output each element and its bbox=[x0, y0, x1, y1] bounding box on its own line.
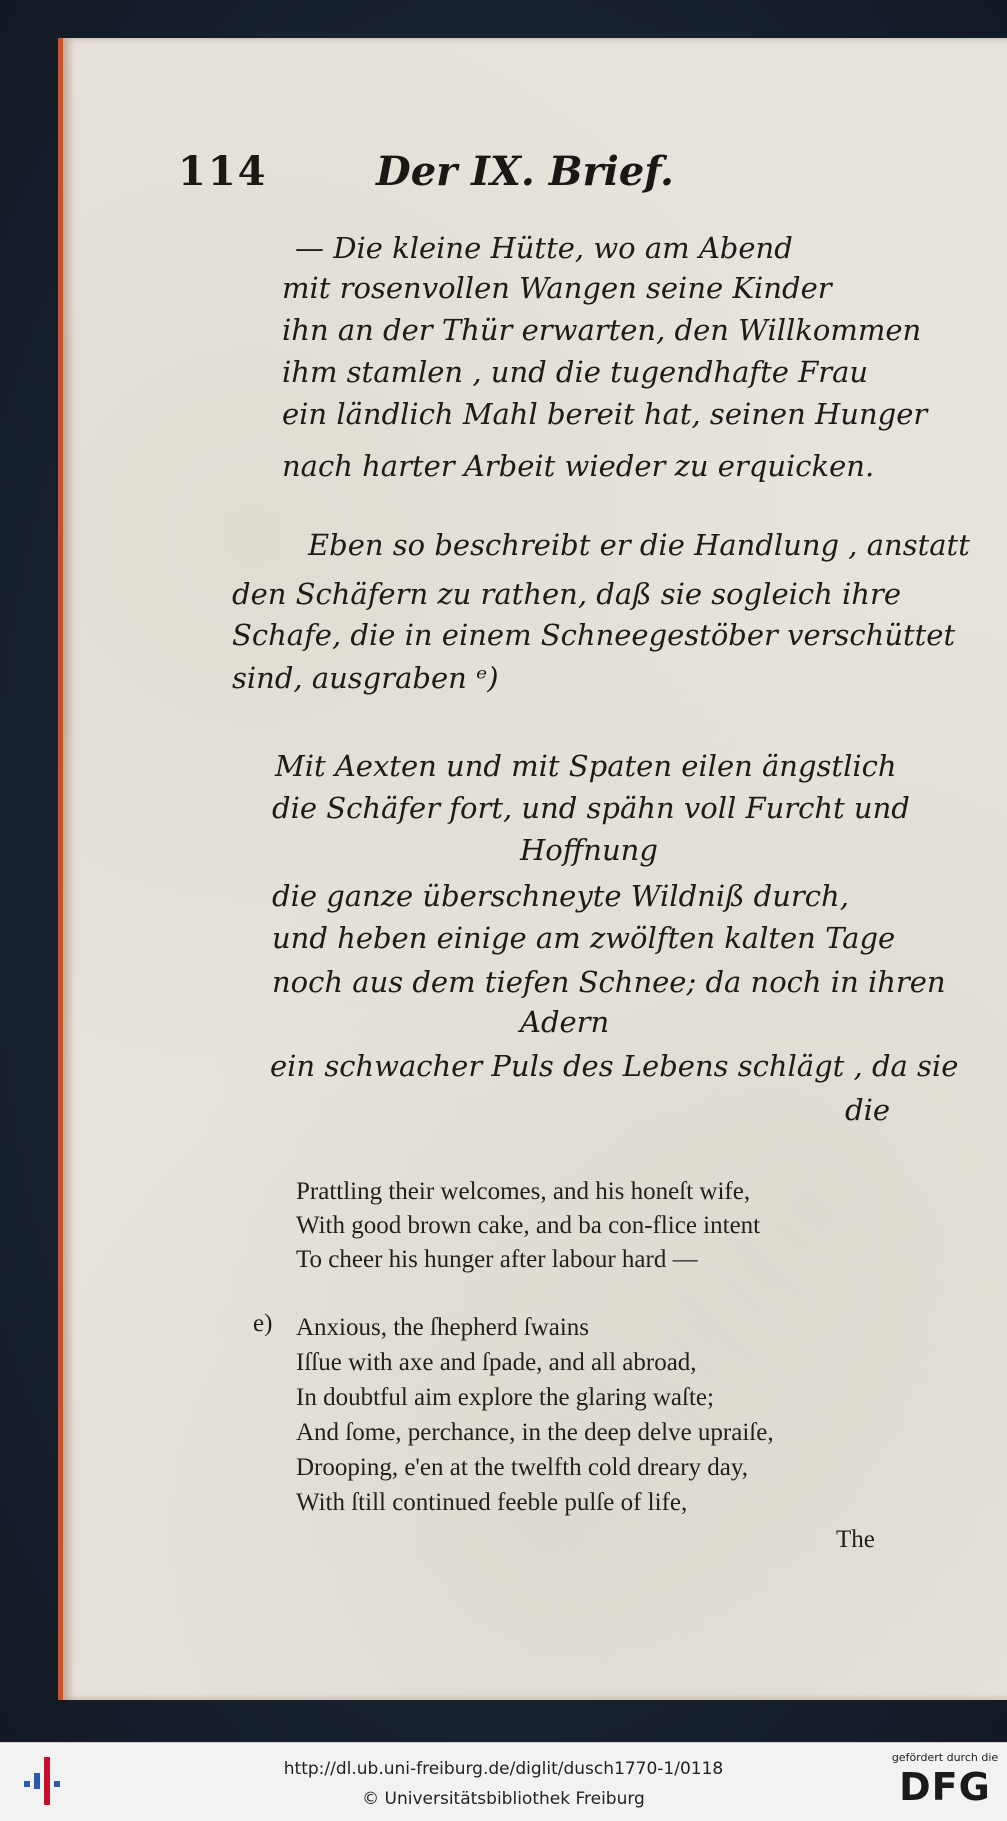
verse-line: Adern bbox=[520, 1005, 610, 1039]
verse-line: noch aus dem tiefen Schnee; da noch in ihren bbox=[272, 965, 946, 999]
text-line: ihn an der Thür erwarten, den Willkommen bbox=[282, 313, 922, 347]
permalink-url[interactable]: http://dl.ub.uni-freiburg.de/diglit/dusch1770-1/0118 bbox=[283, 1759, 724, 1779]
verse-line: ein schwacher Puls des Lebens schlägt , da sie bbox=[270, 1049, 959, 1083]
verse-line: die Schäfer fort, und spähn voll Furcht und bbox=[272, 791, 910, 825]
catchword: The bbox=[836, 1526, 875, 1553]
text-line: Eben so beschreibt er die Handlung , anstatt bbox=[308, 528, 970, 562]
text-line: Schafe, die in einem Schneegestöber verschüttet bbox=[232, 618, 956, 652]
dfg-logo: DFG bbox=[899, 1765, 991, 1809]
page-number: 114 bbox=[178, 148, 268, 195]
footnote-line: To cheer his hunger after labour hard — bbox=[296, 1246, 698, 1273]
footnote-line: In doubtful aim explore the glaring waſte; bbox=[296, 1384, 714, 1411]
page-header bbox=[178, 148, 738, 198]
dfg-funding bbox=[890, 1751, 1000, 1815]
footnote-line: Prattling their welcomes, and his honeſt wife, bbox=[296, 1178, 751, 1205]
text-line: mit rosenvollen Wangen seine Kinder bbox=[282, 271, 832, 305]
footnote-line: And ſome, perchance, in the deep delve upraiſe, bbox=[296, 1419, 774, 1446]
verse-line: die ganze überschneyte Wildniß durch, bbox=[272, 879, 849, 913]
text-line: ihm stamlen , und die tugendhafte Frau bbox=[282, 355, 869, 389]
funding-label: gefördert durch die bbox=[891, 1751, 999, 1764]
footnote-line: Iſſue with axe and ſpade, and all abroad, bbox=[296, 1349, 697, 1376]
footnote-line: Anxious, the ſhepherd ſwains bbox=[296, 1314, 590, 1341]
footnote-line: With good brown cake, and ba con-flice intent bbox=[296, 1212, 761, 1239]
verse-line: Mit Aexten und mit Spaten eilen ängstlich bbox=[275, 749, 897, 783]
copyright-text: © Universitätsbibliothek Freiburg bbox=[362, 1789, 645, 1809]
footnote-line: With ſtill continued feeble pulſe of life, bbox=[296, 1489, 688, 1516]
text-line: den Schäfern zu rathen, daß sie sogleich ihre bbox=[232, 577, 901, 611]
footer-bar bbox=[0, 1742, 1007, 1821]
footnote-line: Drooping, e'en at the twelfth cold dreary day, bbox=[296, 1454, 749, 1481]
text-line: sind, ausgraben ᵉ) bbox=[232, 661, 499, 695]
verse-line: Hoffnung bbox=[520, 833, 658, 867]
text-line: nach harter Arbeit wieder zu erquicken. bbox=[282, 449, 875, 483]
text-line: ein ländlich Mahl bereit hat, seinen Hunger bbox=[282, 397, 928, 431]
running-title: Der IX. Brief. bbox=[376, 148, 674, 195]
footnote-mark: e) bbox=[253, 1310, 273, 1337]
text-line: — Die kleine Hütte, wo am Abend bbox=[295, 231, 793, 265]
verse-line: und heben einige am zwölften kalten Tage bbox=[272, 921, 896, 955]
verse-line: die bbox=[845, 1093, 891, 1127]
